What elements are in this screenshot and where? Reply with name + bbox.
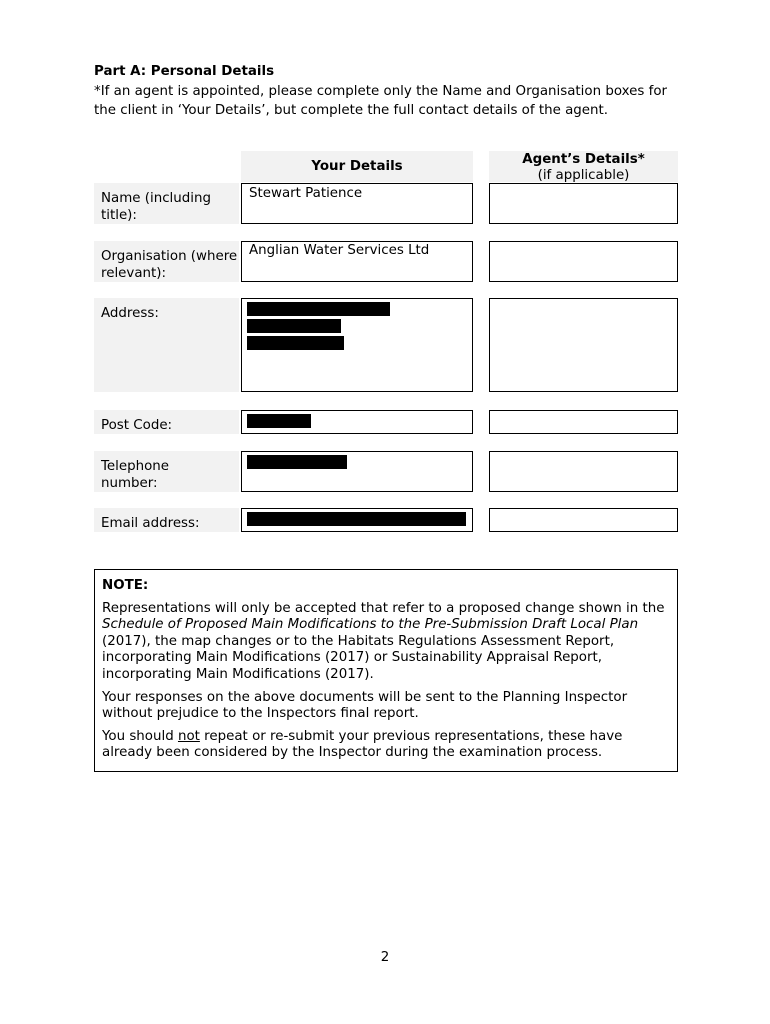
your-organisation-value: Anglian Water Services Ltd	[249, 243, 430, 258]
emphasis-not: not	[177, 728, 200, 744]
redaction-bar	[247, 414, 311, 428]
your-name-value: Stewart Patience	[249, 186, 363, 201]
agent-telephone-field[interactable]	[489, 451, 678, 492]
agent-postcode-field[interactable]	[489, 410, 678, 434]
your-email-field[interactable]	[241, 508, 473, 532]
name-label: Name (including title):	[101, 191, 211, 223]
redaction-bar	[247, 455, 347, 469]
note-box	[94, 569, 678, 772]
your-details-label: Your Details	[311, 159, 403, 174]
your-postcode-field[interactable]	[241, 410, 473, 434]
document-title: Schedule of Proposed Main Modifications to the Pre-Submission Draft Local Plan	[102, 617, 639, 633]
your-details-header	[241, 151, 473, 182]
your-telephone-field[interactable]	[241, 451, 473, 492]
agent-name-field[interactable]	[489, 183, 678, 224]
page-number: 2	[380, 950, 390, 965]
redaction-bar	[247, 319, 341, 333]
address-label: Address:	[101, 306, 159, 321]
agent-details-label: Agent’s Details*	[522, 152, 645, 167]
section-heading: Part A: Personal Details	[94, 64, 275, 79]
email-label: Email address:	[101, 516, 200, 531]
intro-text: *If an agent is appointed, please complete only the Name and Organisation boxes for the client in ‘Your Details’, but complete the full contact details of the agent.	[94, 84, 668, 118]
note-paragraph-3: You should not repeat or re-submit your previous representations, these have already been considered by the Inspector during the examination process.	[102, 728, 623, 761]
agent-address-field[interactable]	[489, 298, 678, 392]
your-name-field[interactable]	[241, 183, 473, 224]
note-paragraph-1: Representations will only be accepted that refer to a proposed change shown in the Schedule of Proposed Main Modifications to the Pre-Submission Draft Local Plan (2017), the map changes or to the Habitats Regulations Assessment Report, incorporating Main Modifications (2017) or Sustainability Appraisal Report, incorporating Main Modifications (2017).	[102, 600, 665, 682]
note-paragraph-2: Your responses on the above documents will be sent to the Planning Inspector without prejudice to the Inspectors final report.	[102, 689, 628, 722]
organisation-label: Organisation (where relevant):	[101, 249, 238, 281]
agent-details-note: (if applicable)	[537, 168, 630, 183]
agent-details-header	[489, 151, 678, 182]
agent-email-field[interactable]	[489, 508, 678, 532]
postcode-label: Post Code:	[101, 418, 173, 433]
your-address-field[interactable]	[241, 298, 473, 392]
telephone-label: Telephone number:	[101, 459, 170, 491]
note-title: NOTE:	[102, 578, 149, 593]
agent-organisation-field[interactable]	[489, 241, 678, 282]
redaction-bar	[247, 302, 390, 316]
redaction-bar	[247, 336, 344, 350]
redaction-bar	[247, 512, 466, 526]
your-organisation-field[interactable]	[241, 241, 473, 282]
